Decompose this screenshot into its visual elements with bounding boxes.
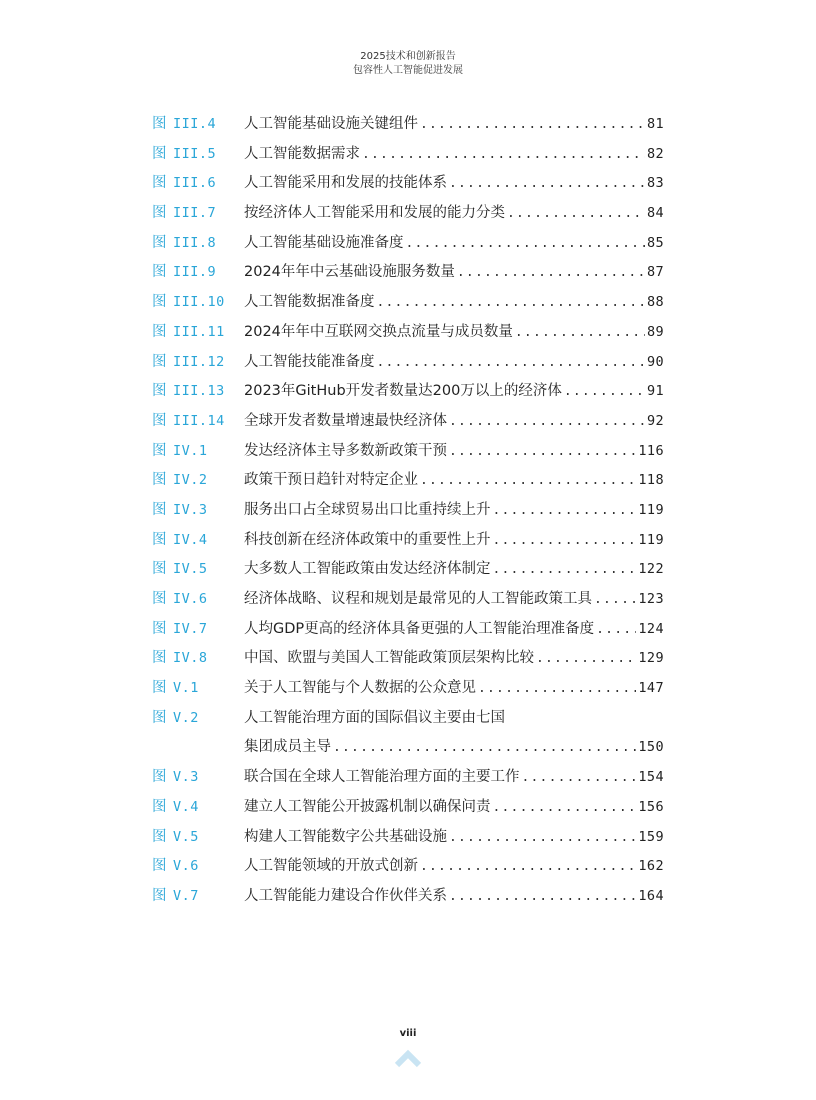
toc-row[interactable] <box>152 825 664 855</box>
figure-label <box>152 676 244 697</box>
page-ref: 159 <box>638 828 664 845</box>
figure-title: 人工智能数据需求 <box>244 145 360 162</box>
figure-number: III.7 <box>173 205 217 222</box>
figure-label <box>152 854 244 875</box>
figure-title: 联合国在全球人工智能治理方面的主要工作 <box>244 769 520 786</box>
figure-number: IV.6 <box>173 591 208 607</box>
figure-title: 2023年GitHub开发者数量达200万以上的经济体 <box>244 383 562 400</box>
figure-keyword: 图 <box>152 205 167 222</box>
toc-row[interactable] <box>152 765 664 795</box>
page-ref: 154 <box>638 769 664 786</box>
toc-row[interactable] <box>152 884 664 914</box>
figure-title: 服务出口占全球贸易出口比重持续上升 <box>244 501 491 518</box>
toc-row[interactable] <box>152 439 664 469</box>
toc-entry[interactable] <box>244 854 664 875</box>
toc-entry[interactable] <box>244 884 664 905</box>
figure-number: V.2 <box>173 709 199 726</box>
figure-label <box>152 171 244 192</box>
figure-keyword: 图 <box>152 531 167 548</box>
figure-keyword: 图 <box>152 442 167 459</box>
dot-leader <box>493 562 637 577</box>
figure-number: IV.8 <box>173 650 208 667</box>
page-ref: 116 <box>638 442 664 459</box>
toc-entry[interactable] <box>244 735 664 756</box>
figure-label <box>152 765 244 786</box>
figure-title: 科技创新在经济体政策中的重要性上升 <box>244 531 491 548</box>
page-ref: 90 <box>646 353 664 370</box>
toc-entry[interactable] <box>244 112 664 133</box>
figure-keyword: 图 <box>152 412 167 429</box>
dot-leader <box>507 206 645 221</box>
toc-entry[interactable] <box>244 765 664 786</box>
dot-leader <box>564 384 645 399</box>
toc-row[interactable] <box>152 171 664 201</box>
figure-number: III.8 <box>173 234 217 251</box>
toc-entry[interactable] <box>244 439 664 460</box>
toc-row[interactable] <box>152 646 664 676</box>
figure-number: III.10 <box>173 294 225 311</box>
toc-entry[interactable] <box>244 379 664 400</box>
figure-title: 发达经济体主导多数新政策干预 <box>244 442 447 459</box>
dot-leader <box>377 295 645 310</box>
figure-number: III.5 <box>173 145 217 162</box>
figure-number: III.6 <box>173 175 217 192</box>
figure-label <box>152 825 244 846</box>
figure-title: 大多数人工智能政策由发达经济体制定 <box>244 561 491 578</box>
page-ref: 119 <box>638 501 664 518</box>
toc-row[interactable] <box>152 795 664 825</box>
toc-row[interactable] <box>152 201 664 231</box>
page-ref: 92 <box>646 412 664 429</box>
page-ref: 88 <box>646 294 664 311</box>
figure-number: V.3 <box>173 769 199 786</box>
figure-title: 人工智能基础设施准备度 <box>244 234 404 251</box>
figure-label <box>152 617 244 638</box>
figure-label <box>152 498 244 519</box>
dot-leader <box>377 355 645 370</box>
page-ref: 156 <box>638 798 664 815</box>
page-ref: 91 <box>646 383 664 400</box>
up-arrow-icon[interactable] <box>394 1046 422 1070</box>
header-report-title: 2025技术和创新报告 <box>360 51 456 62</box>
toc-row[interactable] <box>152 320 664 350</box>
toc-entry[interactable] <box>244 825 664 846</box>
toc-row[interactable] <box>152 706 664 736</box>
figure-number: IV.1 <box>173 442 208 459</box>
figure-title: 人工智能基础设施关键组件 <box>244 116 418 132</box>
header-subtitle: 包容性人工智能促进发展 <box>353 65 463 76</box>
page-ref: 84 <box>646 205 664 222</box>
dot-leader <box>522 770 637 785</box>
figure-number: III.13 <box>173 383 225 400</box>
figure-keyword: 图 <box>152 264 167 281</box>
figure-keyword: 图 <box>152 383 167 400</box>
figure-title: 人工智能治理方面的国际倡议主要由七国 <box>244 709 505 726</box>
toc-row[interactable] <box>152 409 664 439</box>
figure-title: 人均GDP更高的经济体具备更强的人工智能治理准备度 <box>244 620 595 637</box>
page-ref: 147 <box>638 680 664 697</box>
figure-title: 中国、欧盟与美国人工智能政策顶层架构比较 <box>244 650 534 667</box>
figure-label <box>152 379 244 400</box>
page-ref: 129 <box>638 650 664 667</box>
figure-keyword: 图 <box>152 323 167 340</box>
figure-number: IV.3 <box>173 501 208 518</box>
figure-label <box>152 260 244 281</box>
figure-number: V.6 <box>173 858 199 875</box>
toc-entry[interactable] <box>244 587 664 608</box>
figure-label <box>152 795 244 816</box>
figure-number: III.11 <box>173 323 225 340</box>
page-ref: 82 <box>646 145 664 162</box>
dot-leader <box>420 473 636 488</box>
toc-entry[interactable] <box>244 231 664 252</box>
dot-leader <box>333 740 636 755</box>
toc-entry[interactable] <box>244 676 664 697</box>
running-header <box>0 50 816 78</box>
figure-label <box>152 142 244 163</box>
toc-entry[interactable] <box>244 468 664 489</box>
list-of-figures <box>152 112 664 914</box>
dot-leader <box>406 236 645 251</box>
figure-number: IV.7 <box>173 620 208 637</box>
figure-keyword: 图 <box>152 501 167 518</box>
page-ref: 123 <box>638 591 664 607</box>
figure-keyword: 图 <box>152 234 167 251</box>
page-ref: 118 <box>638 472 664 489</box>
figure-keyword: 图 <box>152 620 167 637</box>
figure-label <box>152 439 244 460</box>
page-ref: 81 <box>646 116 664 132</box>
dot-leader <box>493 800 637 815</box>
figure-number: IV.4 <box>173 531 208 548</box>
toc-row[interactable] <box>152 260 664 290</box>
figure-label <box>152 587 244 608</box>
page-ref: 122 <box>638 561 664 578</box>
dot-leader <box>478 681 636 696</box>
figure-label <box>152 884 244 905</box>
toc-entry[interactable] <box>244 201 664 222</box>
toc-row[interactable] <box>152 231 664 261</box>
figure-keyword: 图 <box>152 353 167 370</box>
dot-leader <box>594 592 636 607</box>
page-ref: 164 <box>638 887 664 904</box>
figure-label <box>152 231 244 252</box>
toc-entry[interactable] <box>244 142 664 163</box>
dot-leader <box>493 503 637 518</box>
figure-keyword: 图 <box>152 175 167 192</box>
page-ref: 162 <box>638 858 664 875</box>
figure-number: IV.5 <box>173 561 208 578</box>
figure-title: 人工智能数据准备度 <box>244 294 375 311</box>
figure-label <box>152 112 244 133</box>
figure-keyword: 图 <box>152 798 167 815</box>
dot-leader <box>449 830 636 845</box>
figure-keyword: 图 <box>152 116 167 132</box>
figure-number: IV.2 <box>173 472 208 489</box>
toc-row[interactable] <box>152 676 664 706</box>
figure-title: 人工智能领域的开放式创新 <box>244 858 418 875</box>
toc-row[interactable] <box>152 498 664 528</box>
figure-keyword: 图 <box>152 680 167 697</box>
dot-leader <box>420 859 636 874</box>
toc-entry[interactable] <box>244 795 664 816</box>
toc-row[interactable] <box>152 290 664 320</box>
dot-leader <box>449 414 645 429</box>
figure-title: 建立人工智能公开披露机制以确保问责 <box>244 798 491 815</box>
figure-label <box>152 557 244 578</box>
figure-title: 关于人工智能与个人数据的公众意见 <box>244 680 476 697</box>
toc-row-continuation[interactable] <box>152 735 664 765</box>
toc-row[interactable] <box>152 557 664 587</box>
figure-label <box>152 320 244 341</box>
toc-entry[interactable] <box>244 557 664 578</box>
figure-title: 政策干预日趋针对特定企业 <box>244 472 418 489</box>
dot-leader <box>449 444 636 459</box>
toc-entry[interactable] <box>244 617 664 638</box>
page-number: viii <box>399 1028 417 1039</box>
dot-leader <box>596 622 636 637</box>
toc-entry[interactable] <box>244 528 664 549</box>
toc-entry[interactable] <box>244 320 664 341</box>
figure-title: 2024年年中互联网交换点流量与成员数量 <box>244 323 513 340</box>
toc-entry[interactable] <box>244 646 664 667</box>
figure-keyword: 图 <box>152 828 167 845</box>
dot-leader <box>420 117 645 132</box>
figure-label <box>152 528 244 549</box>
figure-label <box>152 201 244 222</box>
figure-keyword: 图 <box>152 887 167 904</box>
figure-title: 全球开发者数量增速最快经济体 <box>244 412 447 429</box>
toc-entry[interactable] <box>244 706 664 727</box>
toc-row[interactable] <box>152 142 664 172</box>
toc-entry[interactable] <box>244 171 664 192</box>
figure-title: 集团成员主导 <box>244 739 331 756</box>
page-ref: 85 <box>646 234 664 251</box>
dot-leader <box>515 325 645 340</box>
page-ref: 87 <box>646 264 664 281</box>
figure-title: 人工智能技能准备度 <box>244 353 375 370</box>
figure-title: 按经济体人工智能采用和发展的能力分类 <box>244 205 505 222</box>
figure-number: III.12 <box>173 353 225 370</box>
figure-label <box>152 290 244 311</box>
figure-number: V.4 <box>173 798 199 815</box>
figure-label <box>152 646 244 667</box>
figure-keyword: 图 <box>152 709 167 726</box>
page-ref: 150 <box>638 739 664 756</box>
figure-title: 2024年年中云基础设施服务数量 <box>244 264 455 281</box>
figure-label <box>152 350 244 371</box>
figure-title: 人工智能采用和发展的技能体系 <box>244 175 447 192</box>
figure-title: 人工智能能力建设合作伙伴关系 <box>244 887 447 904</box>
figure-title: 构建人工智能数字公共基础设施 <box>244 828 447 845</box>
toc-row[interactable] <box>152 379 664 409</box>
figure-number: V.1 <box>173 680 199 697</box>
page-ref: 124 <box>638 620 664 637</box>
page-ref: 119 <box>638 531 664 548</box>
page-ref: 83 <box>646 175 664 192</box>
toc-entry[interactable] <box>244 498 664 519</box>
toc-entry[interactable] <box>244 409 664 430</box>
dot-leader <box>493 533 637 548</box>
figure-keyword: 图 <box>152 145 167 162</box>
figure-keyword: 图 <box>152 294 167 311</box>
toc-row[interactable] <box>152 528 664 558</box>
dot-leader <box>457 265 645 280</box>
figure-keyword: 图 <box>152 591 167 607</box>
dot-leader <box>362 147 645 162</box>
figure-title: 经济体战略、议程和规划是最常见的人工智能政策工具 <box>244 591 592 607</box>
figure-number: III.4 <box>173 116 217 132</box>
figure-keyword: 图 <box>152 769 167 786</box>
figure-keyword: 图 <box>152 561 167 578</box>
toc-row[interactable] <box>152 112 664 142</box>
figure-label <box>152 468 244 489</box>
toc-row[interactable] <box>152 617 664 647</box>
toc-entry[interactable] <box>244 290 664 311</box>
toc-entry[interactable] <box>244 260 664 281</box>
figure-label <box>152 409 244 430</box>
figure-number: III.9 <box>173 264 217 281</box>
toc-entry[interactable] <box>244 350 664 371</box>
dot-leader <box>449 176 645 191</box>
figure-keyword: 图 <box>152 650 167 667</box>
figure-keyword: 图 <box>152 472 167 489</box>
figure-number: V.5 <box>173 828 199 845</box>
dot-leader <box>449 889 636 904</box>
figure-keyword: 图 <box>152 858 167 875</box>
figure-number: V.7 <box>173 887 199 904</box>
page-ref: 89 <box>646 323 664 340</box>
toc-row[interactable] <box>152 587 664 617</box>
toc-row[interactable] <box>152 350 664 380</box>
toc-row[interactable] <box>152 468 664 498</box>
dot-leader <box>536 651 636 666</box>
figure-number: III.14 <box>173 412 225 429</box>
toc-row[interactable] <box>152 854 664 884</box>
figure-label <box>152 706 244 727</box>
